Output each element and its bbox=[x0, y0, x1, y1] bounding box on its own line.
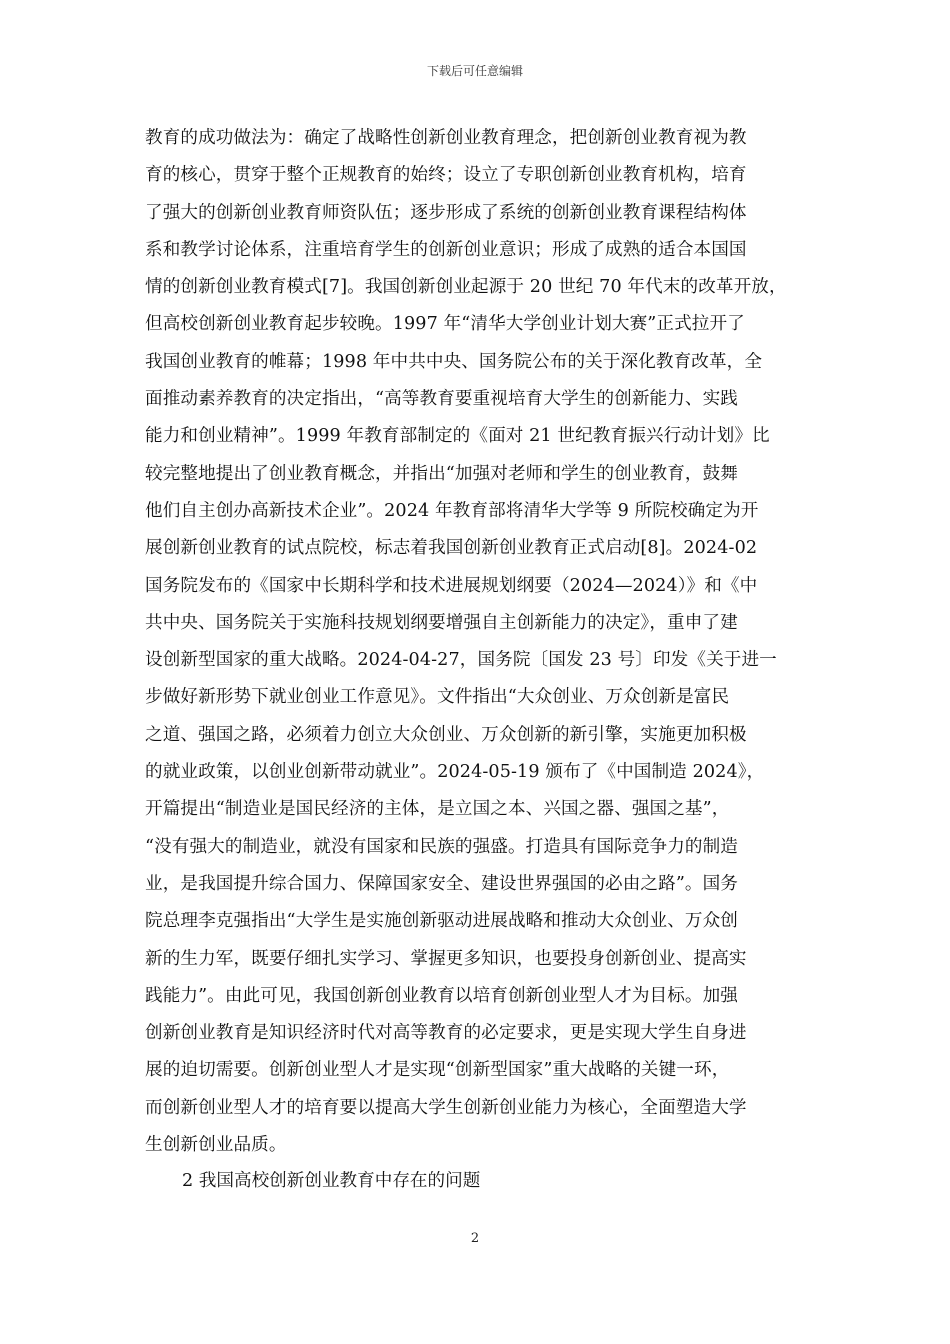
text-line: 教育的成功做法为：确定了战略性创新创业教育理念，把创新创业教育视为教 bbox=[145, 128, 747, 148]
text-line: 较完整地提出了创业教育概念，并指出“加强对老师和学生的创业教育，鼓舞 bbox=[145, 463, 738, 484]
text-line: 能力和创业精神”。1999 年教育部制定的《面对 21 世纪教育振兴行动计划》比 bbox=[145, 426, 770, 447]
text-line: 开篇提出“制造业是国民经济的主体，是立国之本、兴国之器、强国之基”， bbox=[145, 799, 730, 820]
body-paragraph bbox=[145, 120, 810, 1164]
text-line: 步做好新形势下就业创业工作意见》。文件指出“大众创业、万众创新是富民 bbox=[145, 687, 730, 708]
text-line: 情的创新创业教育模式[7]。我国创新创业起源于 20 世纪 70 年代末的改革开放， bbox=[145, 277, 787, 298]
text-line: 展创新创业教育的试点院校，标志着我国创新创业教育正式启动[8]。2024-02 bbox=[145, 538, 758, 559]
text-line: 创新创业教育是知识经济时代对高等教育的必定要求，更是实现大学生自身进 bbox=[145, 1023, 747, 1044]
text-line: 面推动素养教育的决定指出，“高等教育要重视培育大学生的创新能力、实践 bbox=[145, 389, 738, 410]
text-line: 共中央、国务院关于实施科技规划纲要增强自主创新能力的决定》，重申了建 bbox=[145, 612, 738, 633]
text-line: 我国创业教育的帷幕；1998 年中共中央、国务院公布的关于深化教育改革，全 bbox=[145, 351, 763, 372]
text-line: 他们自主创办高新技术企业”。2024 年教育部将清华大学等 9 所院校确定为开 bbox=[145, 500, 759, 521]
text-line: 了强大的创新创业教育师资队伍；逐步形成了系统的创新创业教育课程结构体 bbox=[145, 202, 747, 223]
text-line: 系和教学讨论体系，注重培育学生的创新创业意识；形成了成熟的适合本国国 bbox=[145, 239, 747, 260]
text-line: 新的生力军，既要仔细扎实学习、掌握更多知识，也要投身创新创业、提高实 bbox=[145, 948, 747, 969]
text-line: 国务院发布的《国家中长期科学和技术进展规划纲要（2024—2024）》和《中 bbox=[145, 575, 758, 596]
text-line: 业，是我国提升综合国力、保障国家安全、建设世界强国的必由之路”。国务 bbox=[145, 873, 738, 894]
text-line: 生创新创业品质。 bbox=[145, 1135, 287, 1156]
text-line: 的就业政策，以创业创新带动就业”。2024-05-19 颁布了《中国制造 2024》， bbox=[145, 762, 765, 783]
page-header: 下载后可任意编辑 bbox=[426, 64, 523, 78]
text-line: 但高校创新创业教育起步较晚。1997 年“清华大学创业计划大赛”正式拉开了 bbox=[145, 314, 745, 335]
text-line: 之道、强国之路，必须着力创立大众创业、万众创新的新引擎，实施更加积极 bbox=[145, 724, 747, 745]
text-line: 展的迫切需要。创新创业型人才是实现“创新型国家”重大战略的关键一环， bbox=[145, 1060, 730, 1081]
text-line: 而创新创业型人才的培育要以提高大学生创新创业能力为核心，全面塑造大学 bbox=[145, 1097, 747, 1118]
page-number: 2 bbox=[470, 1231, 480, 1246]
text-line: 践能力”。由此可见，我国创新创业教育以培育创新创业型人才为目标。加强 bbox=[145, 985, 738, 1006]
section-heading: 2 我国高校创新创业教育中存在的问题 bbox=[182, 1171, 481, 1191]
text-line: 院总理李克强指出“大学生是实施创新驱动进展战略和推动大众创业、万众创 bbox=[145, 911, 738, 932]
text-line: “没有强大的制造业，就没有国家和民族的强盛。打造具有国际竞争力的制造 bbox=[145, 836, 738, 857]
text-line: 育的核心，贯穿于整个正规教育的始终；设立了专职创新创业教育机构，培育 bbox=[145, 165, 747, 186]
text-line: 设创新型国家的重大战略。2024-04-27，国务院〔国发 23 号〕印发《关于进一 bbox=[145, 650, 777, 671]
